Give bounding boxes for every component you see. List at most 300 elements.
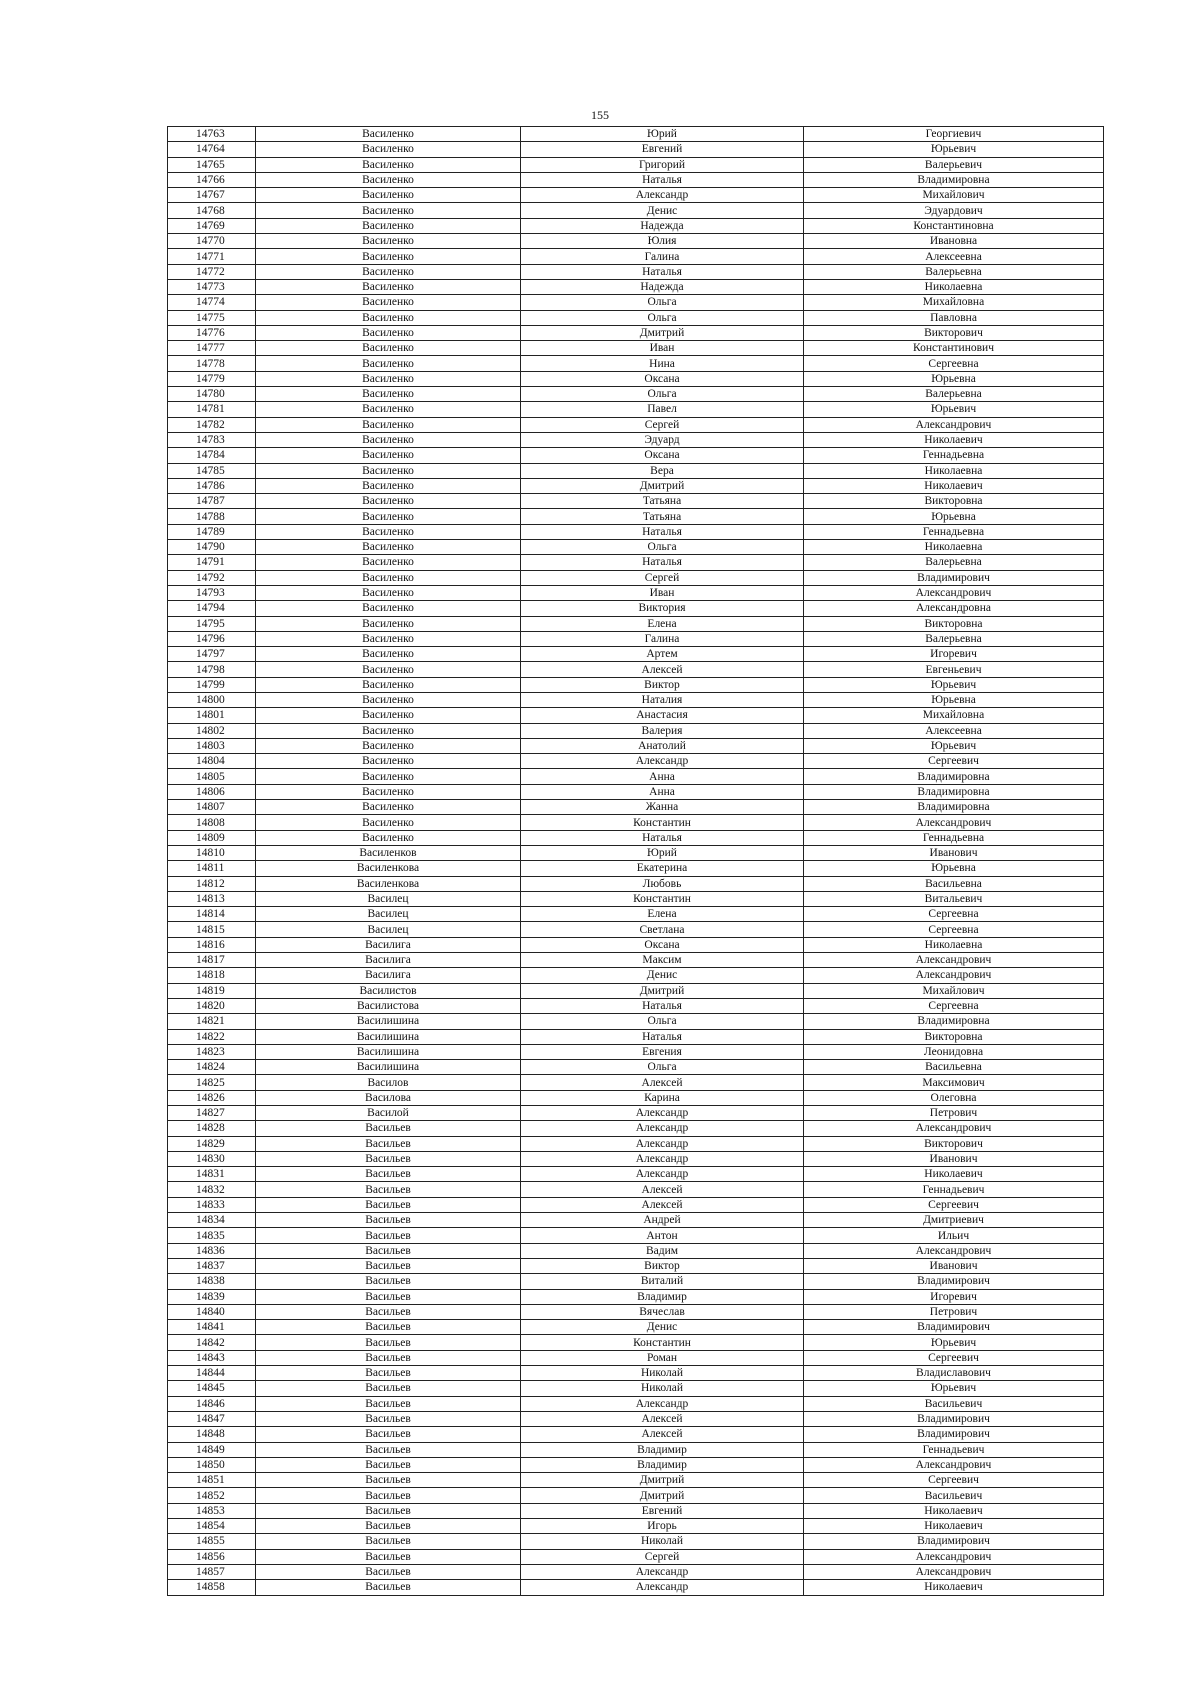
record-number-cell: 14820 — [168, 998, 256, 1013]
first-name-cell: Денис — [521, 203, 804, 218]
table-row — [168, 1335, 1104, 1350]
table-row — [168, 1029, 1104, 1044]
last-name-cell: Василига — [256, 953, 521, 968]
table-row — [168, 1106, 1104, 1121]
record-number-cell: 14800 — [168, 692, 256, 707]
record-number-cell: 14794 — [168, 601, 256, 616]
last-name-cell: Василенков — [256, 845, 521, 860]
first-name-cell: Карина — [521, 1090, 804, 1105]
record-number-cell: 14838 — [168, 1274, 256, 1289]
first-name-cell: Алексей — [521, 1075, 804, 1090]
table-row — [168, 463, 1104, 478]
record-number-cell: 14786 — [168, 478, 256, 493]
table-row — [168, 570, 1104, 585]
patronymic-cell: Петрович — [804, 1304, 1104, 1319]
patronymic-cell: Александрович — [804, 1564, 1104, 1579]
patronymic-cell: Игоревич — [804, 1289, 1104, 1304]
record-number-cell: 14781 — [168, 402, 256, 417]
first-name-cell: Эдуард — [521, 432, 804, 447]
table-row — [168, 784, 1104, 799]
record-number-cell: 14798 — [168, 662, 256, 677]
first-name-cell: Александр — [521, 1151, 804, 1166]
last-name-cell: Васильев — [256, 1488, 521, 1503]
record-number-cell: 14793 — [168, 585, 256, 600]
patronymic-cell: Владимирович — [804, 1411, 1104, 1426]
first-name-cell: Надежда — [521, 279, 804, 294]
first-name-cell: Татьяна — [521, 509, 804, 524]
patronymic-cell: Николаевна — [804, 463, 1104, 478]
first-name-cell: Григорий — [521, 157, 804, 172]
first-name-cell: Александр — [521, 1580, 804, 1595]
last-name-cell: Василишина — [256, 1060, 521, 1075]
record-number-cell: 14814 — [168, 907, 256, 922]
last-name-cell: Васильев — [256, 1167, 521, 1182]
table-row — [168, 1197, 1104, 1212]
record-number-cell: 14780 — [168, 387, 256, 402]
last-name-cell: Васильев — [256, 1473, 521, 1488]
last-name-cell: Васильев — [256, 1519, 521, 1534]
table-row — [168, 1320, 1104, 1335]
patronymic-cell: Александрович — [804, 1549, 1104, 1564]
first-name-cell: Владимир — [521, 1457, 804, 1472]
first-name-cell: Наталья — [521, 264, 804, 279]
patronymic-cell: Николаевич — [804, 1167, 1104, 1182]
table-row — [168, 325, 1104, 340]
table-row — [168, 448, 1104, 463]
last-name-cell: Васильев — [256, 1381, 521, 1396]
last-name-cell: Василенко — [256, 662, 521, 677]
first-name-cell: Наталья — [521, 998, 804, 1013]
record-number-cell: 14783 — [168, 432, 256, 447]
table-row — [168, 585, 1104, 600]
last-name-cell: Василенко — [256, 815, 521, 830]
last-name-cell: Васильев — [256, 1197, 521, 1212]
first-name-cell: Александр — [521, 1121, 804, 1136]
table-row — [168, 1488, 1104, 1503]
last-name-cell: Василенко — [256, 463, 521, 478]
table-row — [168, 616, 1104, 631]
patronymic-cell: Юрьевич — [804, 1381, 1104, 1396]
record-number-cell: 14771 — [168, 249, 256, 264]
patronymic-cell: Сергеевна — [804, 922, 1104, 937]
first-name-cell: Константин — [521, 891, 804, 906]
last-name-cell: Василенкова — [256, 876, 521, 891]
patronymic-cell: Сергеевич — [804, 754, 1104, 769]
table-row — [168, 1411, 1104, 1426]
table-row — [168, 279, 1104, 294]
last-name-cell: Василенко — [256, 218, 521, 233]
patronymic-cell: Николаевна — [804, 279, 1104, 294]
table-row — [168, 524, 1104, 539]
last-name-cell: Василишина — [256, 1044, 521, 1059]
record-number-cell: 14826 — [168, 1090, 256, 1105]
patronymic-cell: Николаевна — [804, 937, 1104, 952]
table-row — [168, 861, 1104, 876]
first-name-cell: Анастасия — [521, 708, 804, 723]
last-name-cell: Василенкова — [256, 861, 521, 876]
record-number-cell: 14851 — [168, 1473, 256, 1488]
record-number-cell: 14789 — [168, 524, 256, 539]
table-row — [168, 1473, 1104, 1488]
patronymic-cell: Николаевич — [804, 1503, 1104, 1518]
first-name-cell: Владимир — [521, 1442, 804, 1457]
table-row — [168, 968, 1104, 983]
record-number-cell: 14767 — [168, 188, 256, 203]
patronymic-cell: Васильевна — [804, 876, 1104, 891]
record-number-cell: 14833 — [168, 1197, 256, 1212]
last-name-cell: Васильев — [256, 1289, 521, 1304]
table-row — [168, 769, 1104, 784]
first-name-cell: Александр — [521, 1106, 804, 1121]
table-row — [168, 1457, 1104, 1472]
record-number-cell: 14774 — [168, 295, 256, 310]
table-row — [168, 1549, 1104, 1564]
first-name-cell: Александр — [521, 1396, 804, 1411]
first-name-cell: Ольга — [521, 1014, 804, 1029]
record-number-cell: 14818 — [168, 968, 256, 983]
table-row — [168, 1151, 1104, 1166]
last-name-cell: Василига — [256, 968, 521, 983]
record-number-cell: 14831 — [168, 1167, 256, 1182]
last-name-cell: Василенко — [256, 356, 521, 371]
first-name-cell: Юрий — [521, 845, 804, 860]
first-name-cell: Сергей — [521, 417, 804, 432]
first-name-cell: Алексей — [521, 1182, 804, 1197]
patronymic-cell: Юрьевич — [804, 142, 1104, 157]
first-name-cell: Александр — [521, 1136, 804, 1151]
last-name-cell: Василенко — [256, 279, 521, 294]
first-name-cell: Наталья — [521, 1029, 804, 1044]
patronymic-cell: Евгеньевич — [804, 662, 1104, 677]
first-name-cell: Галина — [521, 249, 804, 264]
last-name-cell: Василой — [256, 1106, 521, 1121]
record-number-cell: 14837 — [168, 1258, 256, 1273]
first-name-cell: Елена — [521, 907, 804, 922]
patronymic-cell: Витальевич — [804, 891, 1104, 906]
table-row — [168, 891, 1104, 906]
table-row — [168, 1442, 1104, 1457]
record-number-cell: 14804 — [168, 754, 256, 769]
last-name-cell: Василенко — [256, 188, 521, 203]
first-name-cell: Александр — [521, 188, 804, 203]
patronymic-cell: Максимович — [804, 1075, 1104, 1090]
patronymic-cell: Владимировна — [804, 800, 1104, 815]
first-name-cell: Алексей — [521, 1411, 804, 1426]
first-name-cell: Алексей — [521, 1427, 804, 1442]
last-name-cell: Васильев — [256, 1335, 521, 1350]
record-number-cell: 14803 — [168, 738, 256, 753]
record-number-cell: 14847 — [168, 1411, 256, 1426]
first-name-cell: Алексей — [521, 662, 804, 677]
record-number-cell: 14839 — [168, 1289, 256, 1304]
record-number-cell: 14778 — [168, 356, 256, 371]
first-name-cell: Денис — [521, 1320, 804, 1335]
table-row — [168, 1167, 1104, 1182]
first-name-cell: Николай — [521, 1534, 804, 1549]
table-row — [168, 937, 1104, 952]
table-row — [168, 540, 1104, 555]
last-name-cell: Васильев — [256, 1228, 521, 1243]
record-number-cell: 14845 — [168, 1381, 256, 1396]
patronymic-cell: Сергеевич — [804, 1197, 1104, 1212]
table-row — [168, 295, 1104, 310]
first-name-cell: Анна — [521, 769, 804, 784]
last-name-cell: Васильев — [256, 1213, 521, 1228]
first-name-cell: Дмитрий — [521, 983, 804, 998]
table-row — [168, 417, 1104, 432]
last-name-cell: Василенко — [256, 341, 521, 356]
patronymic-cell: Юрьевна — [804, 509, 1104, 524]
patronymic-cell: Ильич — [804, 1228, 1104, 1243]
table-row — [168, 249, 1104, 264]
first-name-cell: Галина — [521, 631, 804, 646]
patronymic-cell: Александрович — [804, 585, 1104, 600]
patronymic-cell: Васильевич — [804, 1396, 1104, 1411]
table-row — [168, 127, 1104, 142]
record-number-cell: 14805 — [168, 769, 256, 784]
last-name-cell: Василенко — [256, 540, 521, 555]
patronymic-cell: Юрьевич — [804, 1335, 1104, 1350]
last-name-cell: Василишина — [256, 1014, 521, 1029]
first-name-cell: Ольга — [521, 540, 804, 555]
last-name-cell: Василенко — [256, 677, 521, 692]
record-number-cell: 14776 — [168, 325, 256, 340]
record-number-cell: 14792 — [168, 570, 256, 585]
record-number-cell: 14811 — [168, 861, 256, 876]
last-name-cell: Василец — [256, 922, 521, 937]
patronymic-cell: Сергеевич — [804, 1350, 1104, 1365]
record-number-cell: 14787 — [168, 494, 256, 509]
table-row — [168, 188, 1104, 203]
first-name-cell: Антон — [521, 1228, 804, 1243]
patronymic-cell: Георгиевич — [804, 127, 1104, 142]
patronymic-cell: Александрович — [804, 417, 1104, 432]
first-name-cell: Анатолий — [521, 738, 804, 753]
table-row — [168, 800, 1104, 815]
record-number-cell: 14852 — [168, 1488, 256, 1503]
patronymic-cell: Викторовна — [804, 616, 1104, 631]
record-number-cell: 14817 — [168, 953, 256, 968]
patronymic-cell: Игоревич — [804, 647, 1104, 662]
patronymic-cell: Викторовна — [804, 1029, 1104, 1044]
last-name-cell: Василенко — [256, 723, 521, 738]
last-name-cell: Васильев — [256, 1121, 521, 1136]
last-name-cell: Василенко — [256, 570, 521, 585]
last-name-cell: Василенко — [256, 264, 521, 279]
first-name-cell: Ольга — [521, 295, 804, 310]
record-number-cell: 14806 — [168, 784, 256, 799]
patronymic-cell: Сергеевич — [804, 1473, 1104, 1488]
first-name-cell: Иван — [521, 341, 804, 356]
record-number-cell: 14763 — [168, 127, 256, 142]
table-row — [168, 998, 1104, 1013]
record-number-cell: 14790 — [168, 540, 256, 555]
last-name-cell: Васильев — [256, 1350, 521, 1365]
last-name-cell: Василенко — [256, 203, 521, 218]
table-row — [168, 1014, 1104, 1029]
record-number-cell: 14823 — [168, 1044, 256, 1059]
first-name-cell: Константин — [521, 1335, 804, 1350]
record-number-cell: 14772 — [168, 264, 256, 279]
table-row — [168, 1304, 1104, 1319]
record-number-cell: 14782 — [168, 417, 256, 432]
patronymic-cell: Алексеевна — [804, 249, 1104, 264]
table-row — [168, 1503, 1104, 1518]
patronymic-cell: Васильевна — [804, 1060, 1104, 1075]
patronymic-cell: Валерьевна — [804, 264, 1104, 279]
record-number-cell: 14770 — [168, 234, 256, 249]
record-number-cell: 14773 — [168, 279, 256, 294]
patronymic-cell: Геннадьевич — [804, 1182, 1104, 1197]
first-name-cell: Оксана — [521, 937, 804, 952]
record-number-cell: 14821 — [168, 1014, 256, 1029]
patronymic-cell: Михайловна — [804, 708, 1104, 723]
last-name-cell: Василенко — [256, 157, 521, 172]
last-name-cell: Васильев — [256, 1564, 521, 1579]
first-name-cell: Оксана — [521, 371, 804, 386]
patronymic-cell: Викторович — [804, 1136, 1104, 1151]
record-number-cell: 14827 — [168, 1106, 256, 1121]
table-row — [168, 478, 1104, 493]
first-name-cell: Наталья — [521, 830, 804, 845]
patronymic-cell: Васильевич — [804, 1488, 1104, 1503]
patronymic-cell: Павловна — [804, 310, 1104, 325]
record-number-cell: 14809 — [168, 830, 256, 845]
table-row — [168, 815, 1104, 830]
table-row — [168, 1289, 1104, 1304]
patronymic-cell: Петрович — [804, 1106, 1104, 1121]
last-name-cell: Васильев — [256, 1442, 521, 1457]
patronymic-cell: Иванович — [804, 845, 1104, 860]
first-name-cell: Александр — [521, 1564, 804, 1579]
record-number-cell: 14840 — [168, 1304, 256, 1319]
record-number-cell: 14844 — [168, 1366, 256, 1381]
table-row — [168, 310, 1104, 325]
last-name-cell: Василистова — [256, 998, 521, 1013]
patronymic-cell: Владимировна — [804, 1014, 1104, 1029]
last-name-cell: Василига — [256, 937, 521, 952]
record-number-cell: 14834 — [168, 1213, 256, 1228]
record-number-cell: 14815 — [168, 922, 256, 937]
record-number-cell: 14810 — [168, 845, 256, 860]
last-name-cell: Васильев — [256, 1457, 521, 1472]
table-row — [168, 1258, 1104, 1273]
last-name-cell: Васильев — [256, 1258, 521, 1273]
first-name-cell: Виктор — [521, 677, 804, 692]
last-name-cell: Василенко — [256, 417, 521, 432]
record-number-cell: 14855 — [168, 1534, 256, 1549]
record-number-cell: 14764 — [168, 142, 256, 157]
first-name-cell: Игорь — [521, 1519, 804, 1534]
last-name-cell: Василенко — [256, 800, 521, 815]
patronymic-cell: Николаевна — [804, 540, 1104, 555]
first-name-cell: Ольга — [521, 310, 804, 325]
record-number-cell: 14766 — [168, 172, 256, 187]
table-row — [168, 142, 1104, 157]
record-number-cell: 14777 — [168, 341, 256, 356]
last-name-cell: Василов — [256, 1075, 521, 1090]
table-row — [168, 555, 1104, 570]
record-number-cell: 14795 — [168, 616, 256, 631]
patronymic-cell: Владиславович — [804, 1366, 1104, 1381]
first-name-cell: Вячеслав — [521, 1304, 804, 1319]
table-row — [168, 356, 1104, 371]
table-row — [168, 494, 1104, 509]
table-row — [168, 1274, 1104, 1289]
patronymic-cell: Михайловна — [804, 295, 1104, 310]
first-name-cell: Наталья — [521, 524, 804, 539]
record-number-cell: 14832 — [168, 1182, 256, 1197]
last-name-cell: Васильев — [256, 1136, 521, 1151]
table-row — [168, 172, 1104, 187]
patronymic-cell: Иванович — [804, 1258, 1104, 1273]
last-name-cell: Василенко — [256, 754, 521, 769]
record-number-cell: 14819 — [168, 983, 256, 998]
record-number-cell: 14850 — [168, 1457, 256, 1472]
patronymic-cell: Сергеевна — [804, 907, 1104, 922]
record-number-cell: 14797 — [168, 647, 256, 662]
first-name-cell: Максим — [521, 953, 804, 968]
first-name-cell: Николай — [521, 1381, 804, 1396]
first-name-cell: Сергей — [521, 570, 804, 585]
table-row — [168, 1427, 1104, 1442]
first-name-cell: Юрий — [521, 127, 804, 142]
first-name-cell: Дмитрий — [521, 325, 804, 340]
patronymic-cell: Александрович — [804, 968, 1104, 983]
first-name-cell: Дмитрий — [521, 478, 804, 493]
last-name-cell: Василенко — [256, 647, 521, 662]
table-row — [168, 509, 1104, 524]
table-row — [168, 218, 1104, 233]
patronymic-cell: Александрович — [804, 815, 1104, 830]
table-row — [168, 876, 1104, 891]
table-row — [168, 1228, 1104, 1243]
name-roster-table — [167, 126, 1104, 1596]
last-name-cell: Васильев — [256, 1427, 521, 1442]
table-row — [168, 341, 1104, 356]
patronymic-cell: Николаевич — [804, 478, 1104, 493]
patronymic-cell: Александрович — [804, 953, 1104, 968]
table-row — [168, 922, 1104, 937]
patronymic-cell: Юрьевна — [804, 692, 1104, 707]
record-number-cell: 14829 — [168, 1136, 256, 1151]
record-number-cell: 14857 — [168, 1564, 256, 1579]
last-name-cell: Василенко — [256, 509, 521, 524]
last-name-cell: Василенко — [256, 601, 521, 616]
record-number-cell: 14830 — [168, 1151, 256, 1166]
record-number-cell: 14846 — [168, 1396, 256, 1411]
last-name-cell: Васильев — [256, 1534, 521, 1549]
record-number-cell: 14828 — [168, 1121, 256, 1136]
patronymic-cell: Константинович — [804, 341, 1104, 356]
first-name-cell: Вера — [521, 463, 804, 478]
table-row — [168, 845, 1104, 860]
record-number-cell: 14801 — [168, 708, 256, 723]
patronymic-cell: Владимирович — [804, 1274, 1104, 1289]
record-number-cell: 14848 — [168, 1427, 256, 1442]
last-name-cell: Василенко — [256, 738, 521, 753]
table-row — [168, 234, 1104, 249]
first-name-cell: Евгений — [521, 142, 804, 157]
table-row — [168, 1534, 1104, 1549]
record-number-cell: 14816 — [168, 937, 256, 952]
table-row — [168, 1136, 1104, 1151]
first-name-cell: Оксана — [521, 448, 804, 463]
last-name-cell: Василенко — [256, 234, 521, 249]
first-name-cell: Вадим — [521, 1243, 804, 1258]
record-number-cell: 14856 — [168, 1549, 256, 1564]
table-row — [168, 1381, 1104, 1396]
